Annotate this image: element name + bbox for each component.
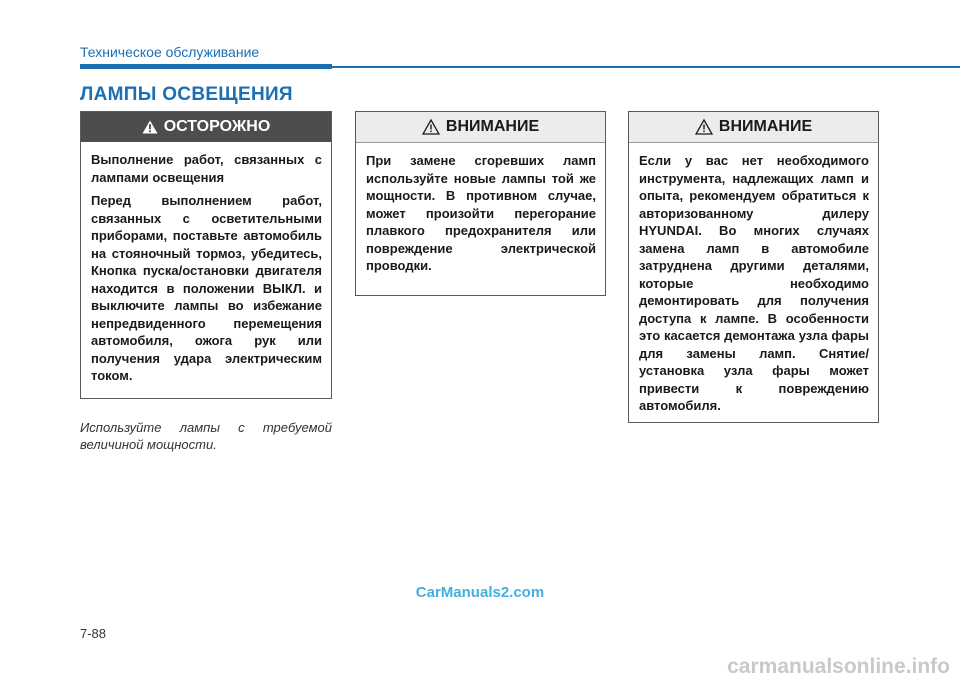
header-rule-thick — [80, 64, 332, 69]
header-rule-thin — [332, 66, 960, 68]
caution-box-1-header — [356, 112, 605, 143]
warning-box-text: Перед выполнением работ, связанных с осветительными приборами, поставьте автомобиль на стояночный тормоз, убедитесь, Кнопка пуска/остановки двигателя находится в положении ВЫКЛ. и выключите лампы во избежание непредвиденного перемещения автомобиля, ожога рук или получения удара электрическим током. — [91, 193, 322, 383]
warning-box-body — [81, 142, 331, 393]
note-text: Используйте лампы с требуемой величиной мощности. — [80, 420, 332, 452]
warning-box-title: ОСТОРОЖНО — [163, 118, 271, 135]
caution-box-2-title: ВНИМАНИЕ — [718, 118, 813, 135]
warning-box-header — [81, 112, 331, 142]
page-number: 7-88 — [80, 626, 107, 641]
caution-triangle-icon — [695, 119, 713, 135]
caution-box-1 — [355, 111, 606, 296]
caution-box-2-text: Если у вас нет необходимого инструмента, надлежащих ламп и опыта, рекомендуем обратиться к авторизованному дилеру HYUNDAI. Во многих случаях замена ламп в автомобиле затруднена другими деталями, которые необходимо демонтировать для получения доступа к лампе. В особенности это касается демонтажа узла фары для замены ламп. Снятие/установка узла фары может привести к повреждению автомобиля. — [639, 153, 869, 413]
caution-box-2-body — [629, 143, 878, 423]
warning-box — [80, 111, 332, 399]
section-header: Техническое обслуживание — [80, 44, 260, 60]
caution-box-2-header — [629, 112, 878, 143]
warning-triangle-icon — [142, 120, 158, 134]
watermark-carmanualsonline: carmanualsonline.info — [727, 655, 950, 678]
caution-box-1-title: ВНИМАНИЕ — [445, 118, 540, 135]
caution-box-1-text: При замене сгоревших ламп используйте новые лампы той же мощности. В противном случае, может произойти перегорание плавкого предохранителя или повреждение электрической проводки. — [366, 153, 596, 273]
page-title: ЛАМПЫ ОСВЕЩЕНИЯ — [80, 84, 293, 105]
watermark-carmanuals2: CarManuals2.com — [415, 584, 545, 601]
warning-box-subtitle: Выполнение работ, связанных с лампами освещения — [91, 152, 322, 185]
caution-box-2 — [628, 111, 879, 423]
caution-box-1-body — [356, 143, 605, 283]
caution-triangle-icon — [422, 119, 440, 135]
